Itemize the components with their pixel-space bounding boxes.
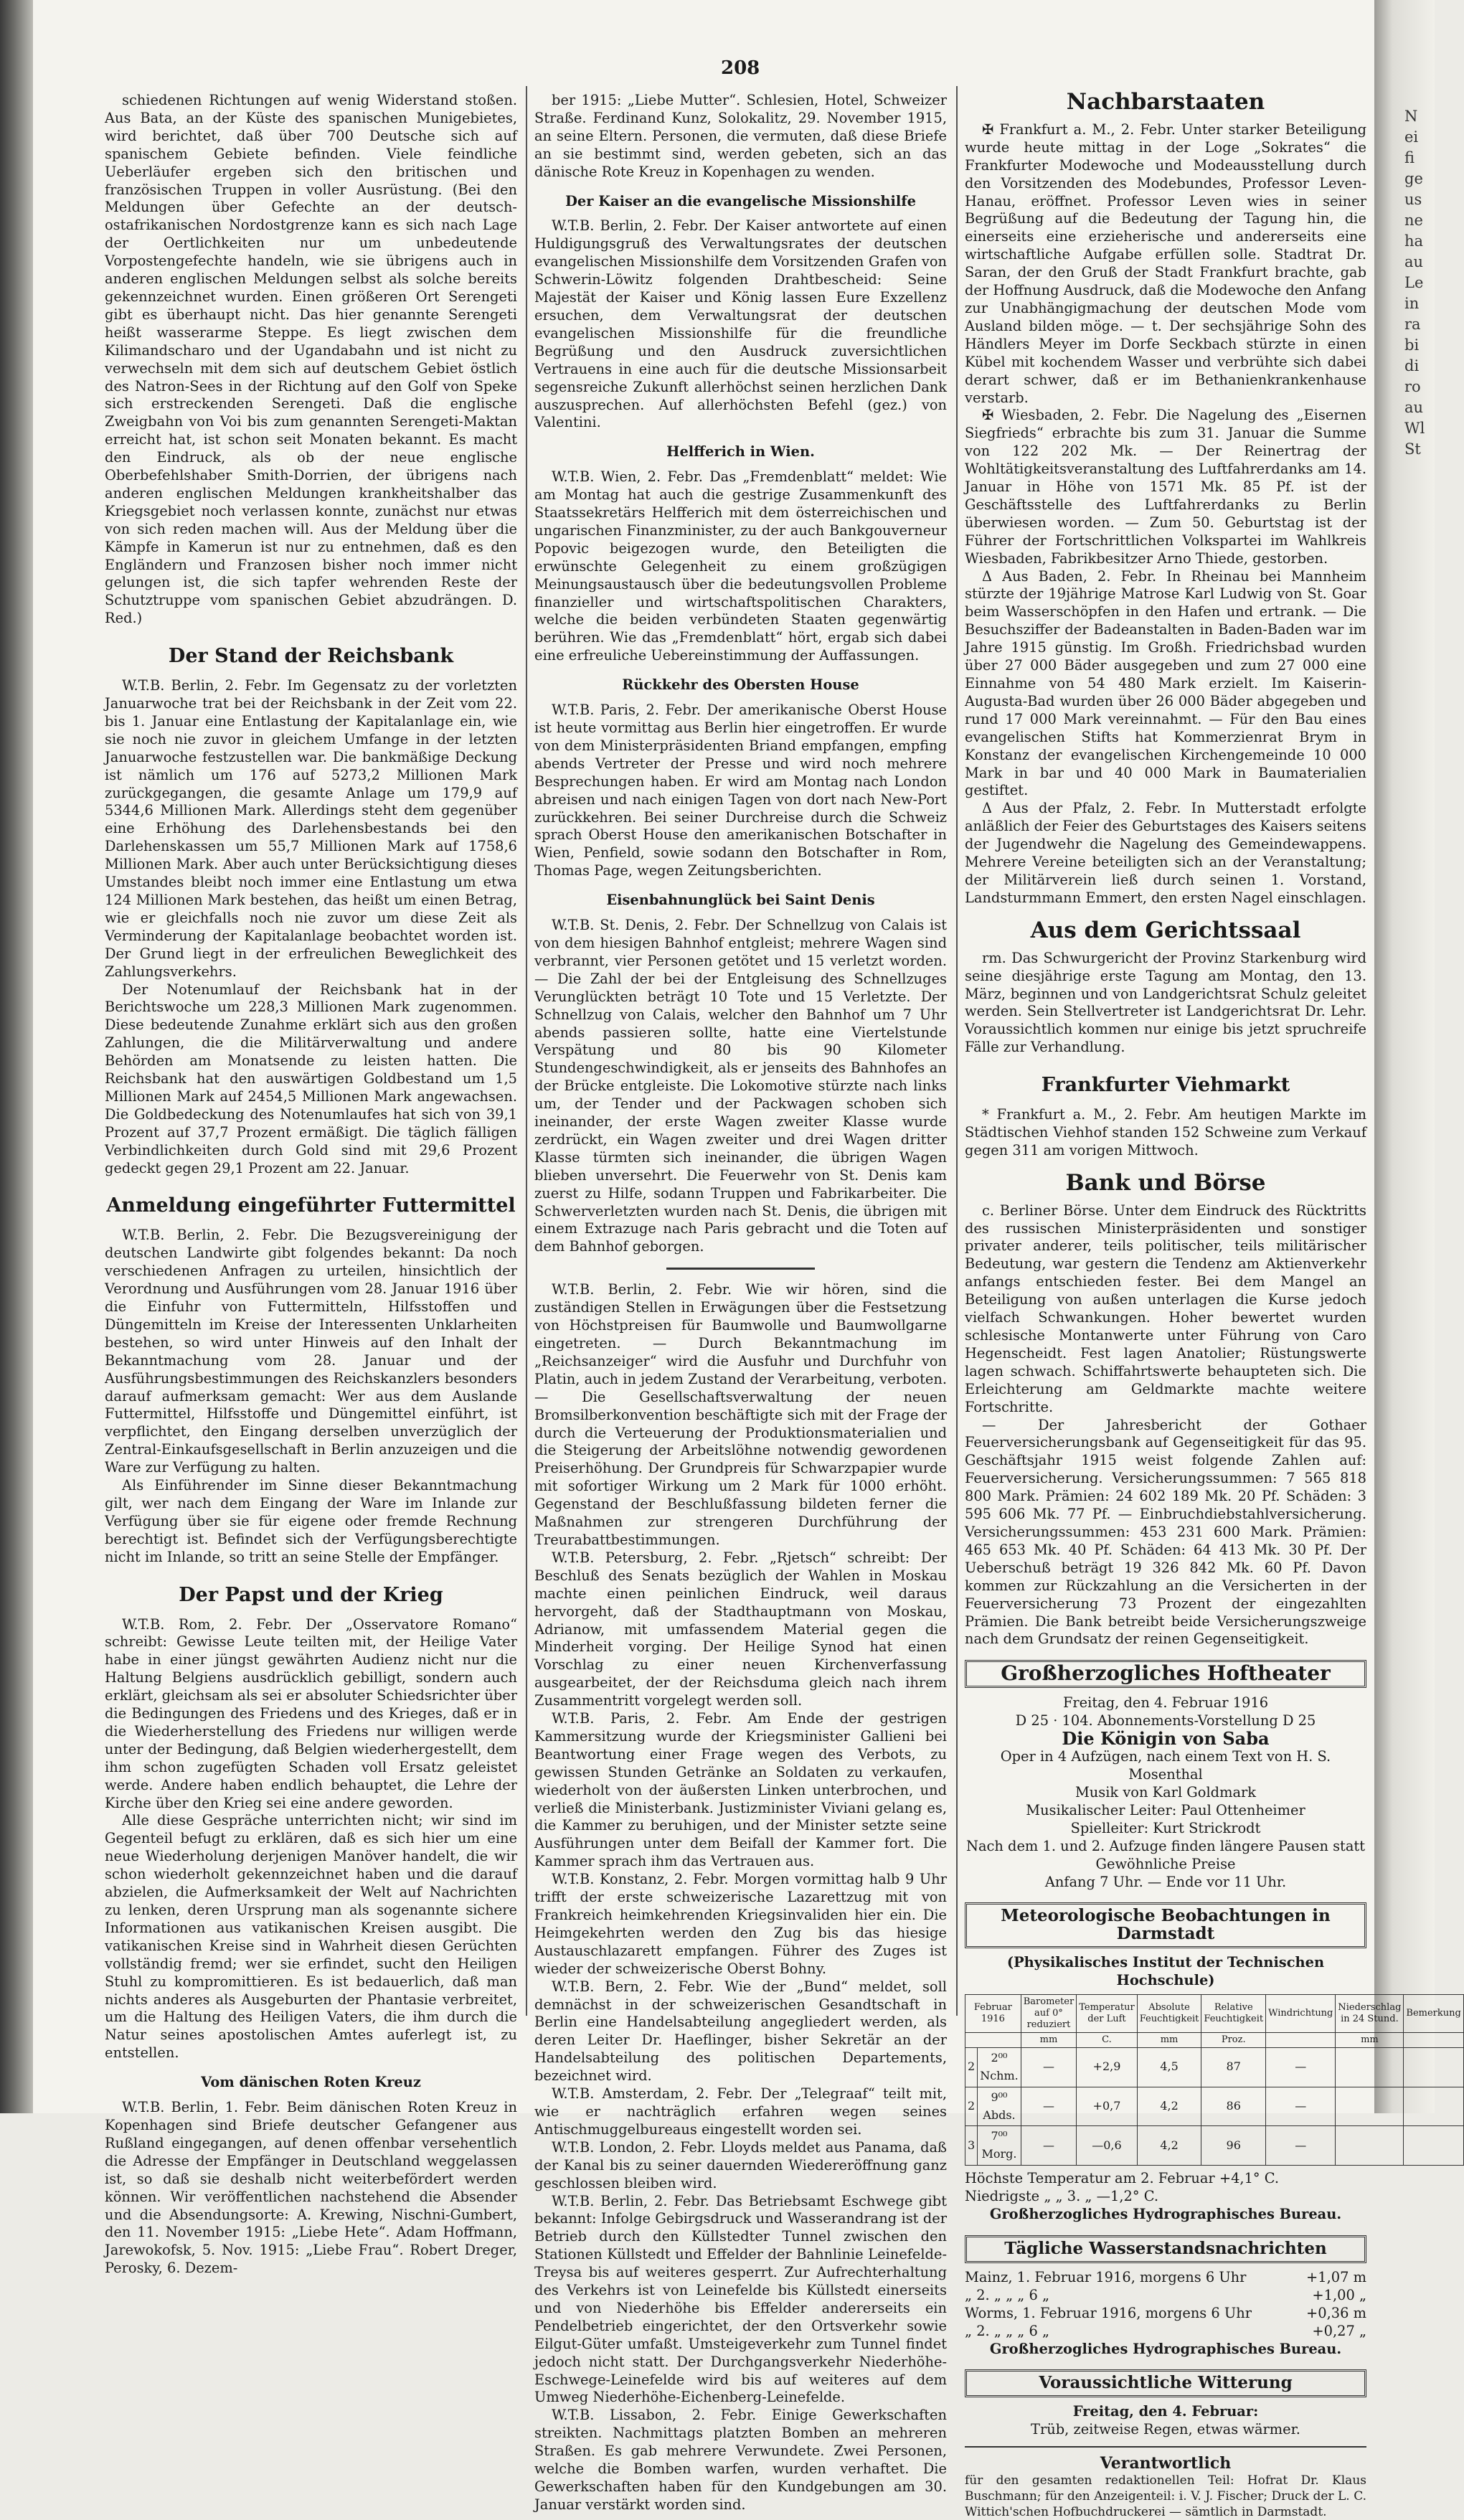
weather-unit-row <box>965 2032 1464 2047</box>
theater-director: Spielleiter: Kurt Strickrodt <box>1070 1820 1261 1837</box>
headline-futtermittel: Anmeldung eingeführter Futtermittel <box>106 1194 516 1217</box>
weather-cell: 2 <box>965 2047 978 2087</box>
headline-rotes-kreuz: Vom dänischen Roten Kreuz <box>201 2074 421 2091</box>
theater-lead: Musikalischer Leiter: Paul Ottenheimer <box>1026 1802 1305 1819</box>
headline-gerichtssaal: Aus dem Gerichtssaal <box>1030 917 1301 943</box>
weather-cell: 86 <box>1201 2087 1266 2126</box>
book-binding <box>0 0 33 2113</box>
column-2 <box>534 92 947 2514</box>
weather-unit: mm <box>1137 2032 1201 2047</box>
edge-fragment-line: ha <box>1404 232 1424 250</box>
edge-fragment-line: di <box>1404 357 1420 374</box>
water-header: Tägliche Wasserstandsnachrichten <box>965 2235 1366 2263</box>
theater-header: Großherzogliches Hoftheater <box>965 1660 1366 1688</box>
article-text: rm. Das Schwurgericht der Provinz Starkenburg wird seine diesjährige erste Tagung am Montag, den 13. März, beginnen und von Landgerichtsrat Schulz geleitet werden. Sein Stellvertreter ist Landgerichtsrat Dr. Lehr. Voraussichtlich kommen nur einige bis jetzt spruchreife Fälle zur Verhandlung. <box>965 949 1366 1056</box>
weather-cell <box>1404 2087 1463 2126</box>
headline-boerse: Bank und Börse <box>1065 1169 1266 1196</box>
article-text: W.T.B. Berlin, 2. Febr. Wie wir hören, sind die zuständigen Stellen in Erwägungen über die Festsetzung von Höchstpreisen für Baumwolle und Baumwollgarne eingetreten. — Durch Bekanntmachung im „Reichsanzeiger“ wird die Ausfuhr und Durchfuhr von Platin, auch in jedem Zustand der Verarbeitung, verboten. — Die Gesellschaftsverwaltung der neuen Bromsilberkonvention beschäftigte sich mit der Frage der durch die Verteuerung der Produktionsmaterialien und die Steigerung der Arbeitslöhne notwendig gewordenen Preiserhöhung. Der Grundpreis für Schwarzpapier wurde mit sofortiger Wirkung um 2 Mark für 1000 erhöht. Gegenstand der Beschlußfassung bildeten ferner die Maßnahmen zur strengeren Durchführung der Treurabattbestimmungen. <box>534 1281 947 1548</box>
edge-fragment-line: au <box>1404 253 1424 270</box>
water-value: +0,36 m <box>1306 2304 1366 2321</box>
separator <box>666 1268 815 1270</box>
article-text: ✠ Frankfurt a. M., 2. Febr. Unter starker Beteiligung wurde heute mittag in der Loge „Sokrates“ die Frankfurter Modewoche und Modeausstellung durch den Vorsitzenden des Modebundes, Professor Leven-Hanau, eröffnet. Professor Leven wies in seiner Begrüßung auf die Bedeutung der Tagung hin, die einerseits eine erzieherische und andererseits eine wirtschaftliche Aufgabe erfüllen solle. Stadtrat Dr. Saran, der den Gruß der Stadt Frankfurt brachte, gab der Hoffnung Ausdruck, daß die Modewoche den Anfang zur Unabhängigmachung der deutschen Mode vom Ausland bilden möge. — t. Der sechsjährige Sohn des Händlers Meyer im Dorfe Seckbach stürzte in einen Kübel mit kochendem Wasser und verbrühte sich dabei derart schwer, daß er im Bethanienkrankenhause verstarb. <box>965 121 1366 406</box>
edge-fragment-line: St <box>1404 440 1421 458</box>
water-value: +0,27 „ <box>1312 2322 1366 2339</box>
weather-cell: — <box>1021 2087 1077 2126</box>
article-text: Δ Aus Baden, 2. Febr. In Rheinau bei Mannheim stürzte der 19jährige Matrose Karl Ludwig von St. Goar beim Wasserschöpfen in den Hafen und ertrank. — Die Besuchsziffer der Badeanstalten in Baden-Baden war im Jahre 1915 günstig. Im Großh. Friedrichsbad wurden über 27 000 Bäder ausgegeben und zum 27 000 eine Einnahme von 54 480 Mark erzielt. Im Kaiserin-Augusta-Bad wurden über 26 000 Bäder abgegeben und rund 17 000 Mark vereinnahmt. — Für den Bau eines evangelischen Stifts hat Kommerzienrat Brym in Konstanz der evangelischen Kirchengemeinde 10 000 Mark in bar und 40 000 Mark in Baumaterialien gestiftet. <box>965 567 1366 799</box>
water-station: Worms, 1. Februar 1916, morgens 6 Uhr <box>965 2304 1252 2321</box>
article-text: * Frankfurt a. M., 2. Febr. Am heutigen Markte im Städtischen Viehhof standen 152 Schweine zum Verkauf gegen 311 am vorigen Mittwoch. <box>965 1106 1366 1158</box>
weather-col-header: Februar 1916 <box>965 1994 1021 2032</box>
article-text: W.T.B. Berlin, 2. Febr. Das Betriebsamt Eschwege gibt bekannt: Infolge Gebirgsdruck und Wasserandrang ist der Betrieb durch den Küllstedter Tunnel zwischen den Stationen Küllstedt und Effelder der Bahnlinie Leinefelde-Treysa bis auf weiteres gesperrt. Zur Aufrechterhaltung des Verkehrs ist von Leinefelde bis Küllstedt einerseits und von Niederhöhe bis Effelder andererseits ein Pendelbetrieb eingerichtet, der den Ortsverkehr sowie Eilgut-Güter umfaßt. Umsteigeverkehr zum Tunnel findet jedoch nicht statt. Der Durchgangsverkehr Niederhöhe-Eschwege-Leinefelde wird bis auf weiteres auf dem Umweg Niederhöhe-Eichenberg-Leinefelde. <box>534 2192 947 2406</box>
weather-col-header: Absolute Feuchtigkeit <box>1137 1994 1201 2032</box>
article-text: W.T.B. London, 2. Febr. Lloyds meldet aus Panama, daß der Kanal bis zu seiner dauernden Wiedereröffnung ganz geschlossen bleiben wird. <box>534 2138 947 2191</box>
article-text: W.T.B. Paris, 2. Febr. Der amerikanische Oberst House ist heute vormittag aus Berlin hier eingetroffen. Er wurde von dem Ministerpräsidenten Briand empfangen, empfing abends Vertreter der Presse und wird noch mehrere Besprechungen haben. Er wird am Montag nach London abreisen und nach einigen Tagen von dort nach New-Port zurückkehren. Bei seiner Durchreise durch die Schweiz sprach Oberst House den amerikanischen Botschafter in Wien, Penfield, sowie sodann den Botschafter in Rom, Thomas Page, wegen Zeitungsberichten. <box>534 702 947 879</box>
article-text: — Der Jahresbericht der Gothaer Feuerversicherungsbank auf Gegenseitigkeit für das 95. Geschäftsjahr 1915 weist folgende Zahlen auf: Feuerversicherung. Versicherungssummen: 7 565 818 800 Mark. Prämien: 24 602 189 Mk. 20 Pf. Schäden: 3 595 606 Mk. 77 Pf. — Einbruchdiebstahlversicherung. Versicherungssummen: 453 231 600 Mark. Prämien: 465 653 Mk. 40 Pf. Schäden: 64 413 Mk. 30 Pf. Der Ueberschuß beträgt 19 326 842 Mk. 60 Pf. Davon kommen zur Rückzahlung an die Versicherten in der Feuerversicherung 73 Prozent der eingezahlten Prämien. Die Bank betreibt beide Versicherungszweige nach dem Grundsatz der reinen Gegenseitigkeit. <box>965 1416 1366 1648</box>
weather-col-header: Windrichtung <box>1266 1994 1336 2032</box>
weather-cell: — <box>1021 2126 1077 2166</box>
weather-cell: 4,5 <box>1137 2047 1201 2087</box>
column-rule <box>526 86 527 2016</box>
article-text: W.T.B. Konstanz, 2. Febr. Morgen vormittag halb 9 Uhr trifft der erste schweizerische Lazarettzug mit von Frankreich heimkehrenden Kriegsinvaliden hier ein. Die Heimgekehrten werden den Zug bis das hiesige Austauschlazarett empfangen. Führer des Zuges ist wieder der schweizerische Oberst Bohny. <box>534 1871 947 1977</box>
article-text: W.T.B. Berlin, 2. Febr. Im Gegensatz zu der vorletzten Januarwoche trat bei der Reichsbank in der Zeit vom 22. bis 1. Januar eine Entlastung der Kapitalanlage ein, wie sie noch nie zuvor in gleichem Umfange in der letzten Januarwoche festzustellen war. Die bankmäßige Deckung ist nämlich um 176 auf 5273,2 Millionen Mark zurückgegangen, die gesamte Anlage um 179,9 auf 5344,6 Millionen Mark. Allerdings steht dem gegenüber eine Erhöhung des Darlehensbestands bei den Darlehenskassen um 55,7 Millionen Mark auf 1758,6 Millionen Mark. Aber auch unter Berücksichtigung dieses Umstandes bleibt noch immer eine Entlastung um etwa 124 Millionen Mark bestehen, das heißt um einen Betrag, wie er gleichfalls noch nie zuvor um diese Zeit als Verminderung der Kapitalanlage beobachtet worden ist. Der Grund liegt in der erfreulichen Beweglichkeit des Zahlungsverkehrs. <box>105 677 517 980</box>
edge-fragment-line: fi <box>1404 149 1415 166</box>
article-text: W.T.B. Paris, 2. Febr. Am Ende der gestrigen Kammersitzung wurde der Kriegsminister Gallieni bei Beantwortung einer Frage wegen des Verbots, zu gewissen Stunden Getränke an Soldaten zu verkaufen, wiederholt von der äußersten Linken unterbrochen, und verließ die Ministerbank. Justizminister Viviani gelang es, die Kammer zu beruhigen, und der Minister setzte seine Ausführungen unter dem Beifall der Kammer fort. Die Kammer sprach ihm das Vertrauen aus. <box>534 1710 947 1870</box>
water-level-row <box>965 2287 1366 2305</box>
edge-fragment-line: Le <box>1404 274 1424 291</box>
headline-nachbarstaaten: Nachbarstaaten <box>1066 89 1265 115</box>
weather-unit <box>1266 2032 1336 2047</box>
theater-desc: Oper in 4 Aufzügen, nach einem Text von H. S. Mosenthal <box>1000 1748 1331 1783</box>
edge-fragment-line: bi <box>1404 336 1420 354</box>
imprint-text: für den gesamten redaktionellen Teil: Hofrat Dr. Klaus Buschmann; für den Anzeigenteil: i. V. J. Fischer; Druck der L. C. Wittich'schen Hofbuchdruckerei — sämtlich in Darmstadt. <box>965 2473 1366 2520</box>
weather-unit <box>1404 2032 1463 2047</box>
article-text: W.T.B. Wien, 2. Febr. Das „Fremdenblatt“ meldet: Wie am Montag hat auch die gestrige Zusammenkunft des Staatssekretärs Helfferich mit dem österreichischen und ungarischen Finanzminister, zu der auch Bankgouverneur Popovic beigezogen wurde, den Beteiligten die erwünschte Gelegenheit zu einem großzügigen Meinungsaustausch über die bedeutungsvollen Probleme finanzieller und wirtschaftspolitischen Charakters, welche die beiden verbündeten Staaten gegenwärtig berühren. Wie das „Fremdenblatt“ hört, ergab sich dabei eine erfreuliche Uebereinstimmung der Auffassungen. <box>534 468 947 664</box>
weather-cell <box>1336 2087 1404 2126</box>
weather-source: Großherzogliches Hydrographisches Bureau. <box>989 2206 1342 2223</box>
article-text: W.T.B. Bern, 2. Febr. Wie der „Bund“ meldet, soll demnächst in der schweizerischen Gesandtschaft in Berlin eine Handelsabteilung angegliedert werden, als deren Leiter Dr. Haeflinger, bisher Sekretär an der Handelsabteilung des politischen Departements, bezeichnet wird. <box>534 1978 947 2085</box>
weather-table <box>965 1994 1464 2166</box>
water-level-row <box>965 2305 1366 2323</box>
theater-time: Anfang 7 Uhr. — Ende vor 11 Uhr. <box>1044 1874 1287 1891</box>
weather-cell <box>1404 2126 1463 2166</box>
headline-papst: Der Papst und der Krieg <box>179 1583 443 1606</box>
weather-col-header: Relative Feuchtigkeit <box>1201 1994 1266 2032</box>
weather-cell: 87 <box>1201 2047 1266 2087</box>
weather-cell: 3 <box>965 2126 978 2166</box>
weather-cell: 7⁰⁰ Morg. <box>978 2126 1021 2166</box>
edge-fragment-line: N <box>1404 108 1418 125</box>
headline-eisenbahn: Eisenbahnunglück bei Saint Denis <box>606 892 875 909</box>
weather-cell: 2⁰⁰ Nchm. <box>978 2047 1021 2087</box>
water-level-row <box>965 2269 1366 2287</box>
weather-col-header: Barometer auf 0° reduziert <box>1021 1994 1077 2032</box>
theater-abo: D 25 · 104. Abonnements-Vorstellung D 25 <box>1015 1712 1316 1729</box>
article-text: Δ Aus der Pfalz, 2. Febr. In Mutterstadt erfolgte anläßlich der Feier des Geburtstages des Kaisers seitens der Jugendwehr die Nagelung des Gemeindewappens. Mehrere Vereine beteiligten sich an der Veranstaltung; der Militärverein ließ durch seinen 1. Vorstand, Landsturmmann Emmert, den ersten Nagel einschlagen. <box>965 800 1366 906</box>
weather-cell <box>1404 2047 1463 2087</box>
article-text: W.T.B. Petersburg, 2. Febr. „Rjetsch“ schreibt: Der Beschluß des Senats bezüglich der Wahlen in Moskau machte einen peinlichen Eindruck, weil daraus hervorgeht, daß der Stadthauptmann von Moskau, Adrianow, mit umfassendem Material gegen die Minderheit vorging. Der Heilige Synod hat einen Vorschlag zu einer neuen Kirchenverfassung ausgearbeitet, der der Reichsduma gleich nach ihrem Zusammentritt vorgelegt werden soll. <box>534 1549 947 1709</box>
weather-cell: —0,6 <box>1077 2126 1137 2166</box>
weather-unit <box>965 2032 1021 2047</box>
article-text: Als Einführender im Sinne dieser Bekanntmachung gilt, wer nach dem Eingang der Ware im Inlande zur Verfügung über sie für eigene oder fremde Rechnung berechtigt ist. Befindet sich der Verfügungsberechtigte nicht im Inlande, so tritt an seine Stelle der Empfänger. <box>105 1477 517 1565</box>
water-value: +1,07 m <box>1306 2268 1366 2285</box>
article-text: Alle diese Gespräche unterrichten nicht; wir sind im Gegenteil befugt zu erklären, daß es sich hier um eine neue Wiederholung derjenigen Manöver handelt, die wir schon wiederholt gekennzeichnet haben und die darauf abzielen, die Aufmerksamkeit der Welt auf Nachrichten zu lenken, deren Ursprung man als sogenannte sichere Informationen aus vatikanischen Kreisen ausgibt. Die vatikanischen Kreise sind in Wahrheit diesen Gerüchten vollständig fremd; wer sie erfindet, sucht den Heiligen Stuhl zu kompromittieren. Es ist bedauerlich, daß man nichts anderes als Ausgeburten der Phantasie verbreitet, um die Haltung des Heiligen Vaters, die ihm durch die Natur seines apostolischen Amtes auferlegt ist, zu entstellen. <box>105 1812 517 2062</box>
weather-header-row <box>965 1994 1464 2032</box>
weather-unit: mm <box>1336 2032 1404 2047</box>
weather-cell <box>1336 2126 1404 2166</box>
forecast-text: Trüb, zeitweise Regen, etwas wärmer. <box>1031 2421 1300 2438</box>
weather-max: Höchste Temperatur am 2. Februar +4,1° C. <box>965 2170 1280 2187</box>
weather-min: Niedrigste „ „ 3. „ —1,2° C. <box>965 2188 1159 2205</box>
theater-listing <box>965 1694 1366 1891</box>
article-text: W.T.B. Rom, 2. Febr. Der „Osservatore Romano“ schreibt: Gewisse Leute teilten mit, der Heilige Vater habe in einer jüngst gewährten Audienz nicht nur die Haltung Belgiens ausdrücklich gebilligt, sondern auch erklärt, gleichsam als sei er absoluter Schiedsrichter über die Bedingungen des Friedens und des Krieges, daß er in die Wiederherstellung des Friedens nur willigen werde unter der Bedingung, daß Belgien wiederhergestellt, dem ihm schon zugefügten Schaden voll Ersatz geleistet werde. Andere haben endlich behauptet, die Lehre der Kirche über den Krieg sei eine andere geworden. <box>105 1615 517 1811</box>
weather-row <box>965 2047 1464 2087</box>
column-1 <box>105 92 517 2278</box>
article-text: schiedenen Richtungen auf wenig Widerstand stoßen. Aus Bata, an der Küste des spanischen Munigebietes, wird berichtet, daß über 700 Deutsche sich auf spanischem Gebiete befinden. Viele feindliche Ueberläufer ergeben sich den britischen und französischen Truppen in voller Ausrüstung. (Bei den Meldungen über Gefechte an der deutsch-ostafrikanischen Nordostgrenze kann es sich nach Lage der Oertlichkeiten nur um unbedeutende Vorpostengefechte handeln, wie sie übrigens auch in anderen englischen Meldungen selbst als solche bereits gekennzeichnet wurden. Einen größeren Ort Serengeti gibt es überhaupt nicht. Das hier genannte Serengeti heißt wasserarme Steppe. Es liegt zwischen dem Kilimandscharo und der Ugandabahn und ist nicht zu verwechseln mit dem sich auf deutschem Gebiet östlich des Natron-Sees in der Richtung auf den Golf von Speke sich erstreckenden Serengeti. Daß die englische Zweigbahn von Voi bis zum genannten Serengeti-Maktan erreicht hat, ist schon seit Monaten bekannt. Es macht den Eindruck, als ob der neue englische Oberbefehlshaber Smith-Dorrien, der übrigens nach anderen englischen Meldungen krankheitshalber das Kriegsgebiet noch verlassen konnte, zunächst nur etwas von sich reden machen will. Aus der Meldung über die Kämpfe in Kamerun ist nur zu entnehmen, daß es den Engländern und Franzosen bisher noch immer nicht gelungen ist, die sich tapfer wehrenden Reste der Schutztruppe vom spanischen Gebiet abzudrängen. D. Red.) <box>105 92 517 627</box>
weather-unit: C. <box>1077 2032 1137 2047</box>
headline-house: Rückkehr des Obersten House <box>622 676 859 694</box>
theater-date: Freitag, den 4. Februar 1916 <box>1062 1694 1269 1712</box>
theater-music: Musik von Karl Goldmark <box>1075 1784 1257 1801</box>
weather-cell: — <box>1266 2126 1336 2166</box>
water-level-row <box>965 2323 1366 2341</box>
water-station: Mainz, 1. Februar 1916, morgens 6 Uhr <box>965 2268 1247 2285</box>
next-page-fragment <box>1404 106 1429 460</box>
weather-row <box>965 2126 1464 2166</box>
article-text: ber 1915: „Liebe Mutter“. Schlesien, Hotel, Schweizer Straße. Ferdinand Kunz, Solokalitz, 29. November 1915, an seine Eltern. Personen, die vermuten, daß diese Briefe an sie bestimmt sind, werden gebeten, sich an das dänische Rote Kreuz in Kopenhagen zu wenden. <box>534 92 947 180</box>
article-text: W.T.B. Berlin, 1. Febr. Beim dänischen Roten Kreuz in Kopenhagen sind Briefe deutscher Gefangener aus Rußland eingegangen, auf denen offenbar versehentlich die Adresse der Empfänger in Deutschland weggelassen ist, so daß sie deshalb nicht weiterbefördert werden können. Wir veröffentlichen nachstehend die Absender und die Absendungsorte: A. Krewing, Nischni-Gumbert, den 11. November 1915: „Liebe Hete“. Adam Hoffmann, Jarewokofsk, 5. Nov. 1915: „Liebe Frau“. Robert Dreger, Perosky, 6. Dezem- <box>105 2099 517 2277</box>
article-text: c. Berliner Börse. Unter dem Eindruck des Rücktritts des russischen Ministerpräsidenten und sonstiger privater anderer, teils politischer, teils militärischer Bedeutung, war gestern die Tendenz am Aktienverkehr anfangs entschieden fester. Bei dem Mangel an Beteiligung von außen unterlagen die Kurse jedoch vielfach Schwankungen. Hoher bewertet wurden schlesische Montanwerte unter Führung von Caro Hegenscheidt. Fest lagen Anatolier; Rüstungswerte lagen schwach. Schiffahrtswerte behaupteten sich. Die Erleichterung am Geldmarkte machte weitere Fortschritte. <box>965 1202 1366 1415</box>
weather-cell <box>1336 2047 1404 2087</box>
weather-col-header: Niederschlag in 24 Stund. <box>1336 1994 1404 2032</box>
water-levels <box>965 2269 1366 2341</box>
weather-col-header: Temperatur der Luft <box>1077 1994 1137 2032</box>
weather-cell: 4,2 <box>1137 2087 1201 2126</box>
weather-header: Meteorologische Beobachtungen in Darmstadt <box>965 1902 1366 1948</box>
column-rule <box>956 86 958 2016</box>
headline-reichsbank: Der Stand der Reichsbank <box>168 645 454 668</box>
weather-cell: +0,7 <box>1077 2087 1137 2126</box>
water-value: +1,00 „ <box>1312 2286 1366 2303</box>
theater-pause: Nach dem 1. und 2. Aufzuge finden längere Pausen statt <box>966 1838 1365 1855</box>
weather-cell: — <box>1021 2047 1077 2087</box>
divider <box>965 2446 1366 2448</box>
water-station: „ 2. „ „ „ 6 „ <box>965 2322 1050 2339</box>
weather-row <box>965 2087 1464 2126</box>
forecast-date: Freitag, den 4. Februar: <box>1072 2403 1259 2420</box>
weather-cell: — <box>1266 2047 1336 2087</box>
water-source: Großherzogliches Hydrographisches Bureau. <box>989 2340 1342 2357</box>
page-number: 208 <box>721 57 760 79</box>
edge-fragment-line: ra <box>1404 316 1421 333</box>
forecast-header: Voraussichtliche Witterung <box>965 2369 1366 2397</box>
article-text: Der Notenumlauf der Reichsbank hat in der Berichtswoche um 228,3 Millionen Mark zugenommen. Diese bedeutende Zunahme erklärt sich aus den großen Zahlungen, die die Militärverwaltung und andere Behörden am Monatsende zu leisten hatten. Die Reichsbank hat den auswärtigen Goldbestand um 1,5 Millionen Mark auf 2454,5 Millionen Mark angewachsen. Die Goldbedeckung des Notenumlaufes hat sich von 39,1 Prozent auf 37,7 Prozent ermäßigt. Die täglich fälligen Verbindlichkeiten durch Gold sind mit 29,6 Prozent gedeckt gegen 29,1 Prozent am 22. Januar. <box>105 981 517 1176</box>
weather-cell: 9⁰⁰ Abds. <box>978 2087 1021 2126</box>
edge-fragment-line: in <box>1404 295 1420 312</box>
headline-helfferich: Helfferich in Wien. <box>666 443 815 461</box>
edge-fragment-line: ge <box>1404 170 1423 187</box>
article-text: ✠ Wiesbaden, 2. Febr. Die Nagelung des „Eisernen Siegfrieds“ erbrachte bis zum 31. Januar die Summe von 122 202 Mk. — Der Reinertrag der Wohltätigkeitsveranstaltung des Luftfahrerdanks am 14. Januar in Höhe von 1571 Mk. 85 Pf. ist der Geschäftsstelle des Luftfahrerdanks zu Berlin überwiesen worden. — Zum 50. Geburtstag ist der Führer der Fortschrittlichen Volkspartei im Wahlkreis Wiesbaden, Fabrikbesitzer Arno Thiede, gestorben. <box>965 407 1366 567</box>
headline-mission: Der Kaiser an die evangelische Missionshilfe <box>565 192 916 209</box>
weather-unit: mm <box>1021 2032 1077 2047</box>
article-text: W.T.B. Amsterdam, 2. Febr. Der „Telegraaf“ teilt mit, wie er nachträglich erfahren wegen seines Antischmuggelbureaus eingestellt worden sei. <box>534 2085 947 2138</box>
weather-col-header: Bemerkung <box>1404 1994 1463 2032</box>
weather-cell: 96 <box>1201 2126 1266 2166</box>
article-text: W.T.B. Berlin, 2. Febr. Der Kaiser antwortete auf einen Huldigungsgruß des Verwaltungsrates der deutschen evangelischen Missionshilfe dem Vorsitzenden Grafen von Schwerin-Löwitz folgenden Drahtbescheid: Seine Majestät der Kaiser und König lassen Eure Exzellenz ersuchen, dem Verwaltungsrat der deutschen evangelischen Missionshilfe für die freundliche Begrüßung und den Ausdruck zuversichtlichen Vertrauens in eine auch für die deutsche Missionsarbeit segensreiche Zukunft allerhöchst seinen herzlichen Dank auszusprechen. Auf allerhöchsten Befehl (gez.) von Valentini. <box>534 217 947 431</box>
headline-viehmarkt: Frankfurter Viehmarkt <box>1041 1074 1290 1097</box>
edge-fragment-line: ro <box>1404 378 1421 395</box>
article-text: W.T.B. Lissabon, 2. Febr. Einige Gewerkschaften streikten. Nachmittags platzten Bomben an mehreren Straßen. Es gab mehrere Verwundete. Zwei Personen, welche die Bomben warfen, wurden verhaftet. Die Gewerkschaften haben für den Kundgebungen am 30. Januar verstärkt worden sind. <box>534 2407 947 2513</box>
weather-cell: 4,2 <box>1137 2126 1201 2166</box>
weather-table-body <box>965 2047 1464 2165</box>
edge-fragment-line: ei <box>1404 128 1419 146</box>
weather-cell: +2,9 <box>1077 2047 1137 2087</box>
imprint-header: Verantwortlich <box>1100 2454 1232 2473</box>
weather-subhead: (Physikalisches Institut der Technischen Hochschule) <box>1006 1954 1325 1988</box>
weather-unit: Proz. <box>1201 2032 1266 2047</box>
weather-cell: 2 <box>965 2087 978 2126</box>
edge-fragment-line: Wl <box>1404 420 1425 437</box>
water-station: „ 2. „ „ „ 6 „ <box>965 2286 1050 2303</box>
edge-fragment-line: au <box>1404 399 1424 416</box>
article-text: W.T.B. St. Denis, 2. Febr. Der Schnellzug von Calais ist von dem hiesigen Bahnhof entgleist; mehrere Wagen sind verbrannt, vier Personen getötet und 15 verletzt worden. — Die Zahl der bei der Entgleisung des Schnellzuges Verunglückten beträgt 10 Tote und 15 Verletzte. Der Schnellzug von Calais, welcher den Bahnhof um 7 Uhr abends passieren sollte, hatte eine Viertelstunde Verspätung und 80 bis 90 Kilometer Stundengeschwindigkeit, als er jenseits des Bahnhofes an der Brücke entgleiste. Die Lokomotive stürzte nach links um, der Tender und der Packwagen schoben sich ineinander, der erste Wagen zweiter Klasse wurde zerdrückt, ein Wagen zweiter und drei Wagen dritter Klasse türmten sich ineinander, die übrigen Wagen blieben unversehrt. Die Feuerwehr von St. Denis kam zuerst zu Hilfe, sodann Truppen und Fabrikarbeiter. Die Schwerverletzten wurden nach St. Denis, die übrigen mit einem Extrazuge nach Paris gebracht und die Toten auf dem Bahnhof geborgen. <box>534 917 947 1255</box>
edge-fragment-line: us <box>1404 191 1422 208</box>
article-text: W.T.B. Berlin, 2. Febr. Die Bezugsvereinigung der deutschen Landwirte gibt folgendes bekannt: Da noch verschiedenen Anfragen zu urteilen, hinsichtlich der Verordnung und Ausführungen vom 28. Januar 1916 über die Einfuhr von Futtermitteln, Hilfsstoffen und Düngemitteln im Kreise der Interessenten Unklarheiten bestehen, so wird unter Hinweis auf den Inhalt der Bekanntmachung vom 28. Januar und der Ausführungsbestimmungen des Reichskanzlers besonders darauf aufmerksam gemacht: Wer aus dem Auslande Futtermittel, Hilfsstoffe und Düngemittel einführt, ist verpflichtet, den Eingang derselben unverzüglich der Zentral-Einkaufsgesellschaft in Berlin anzuzeigen und die Ware zur Verfügung zu halten. <box>105 1227 517 1476</box>
edge-fragment-line: ne <box>1404 212 1423 229</box>
weather-cell: — <box>1266 2087 1336 2126</box>
theater-title: Die Königin von Saba <box>1062 1728 1270 1750</box>
theater-prices: Gewöhnliche Preise <box>1095 1856 1236 1873</box>
